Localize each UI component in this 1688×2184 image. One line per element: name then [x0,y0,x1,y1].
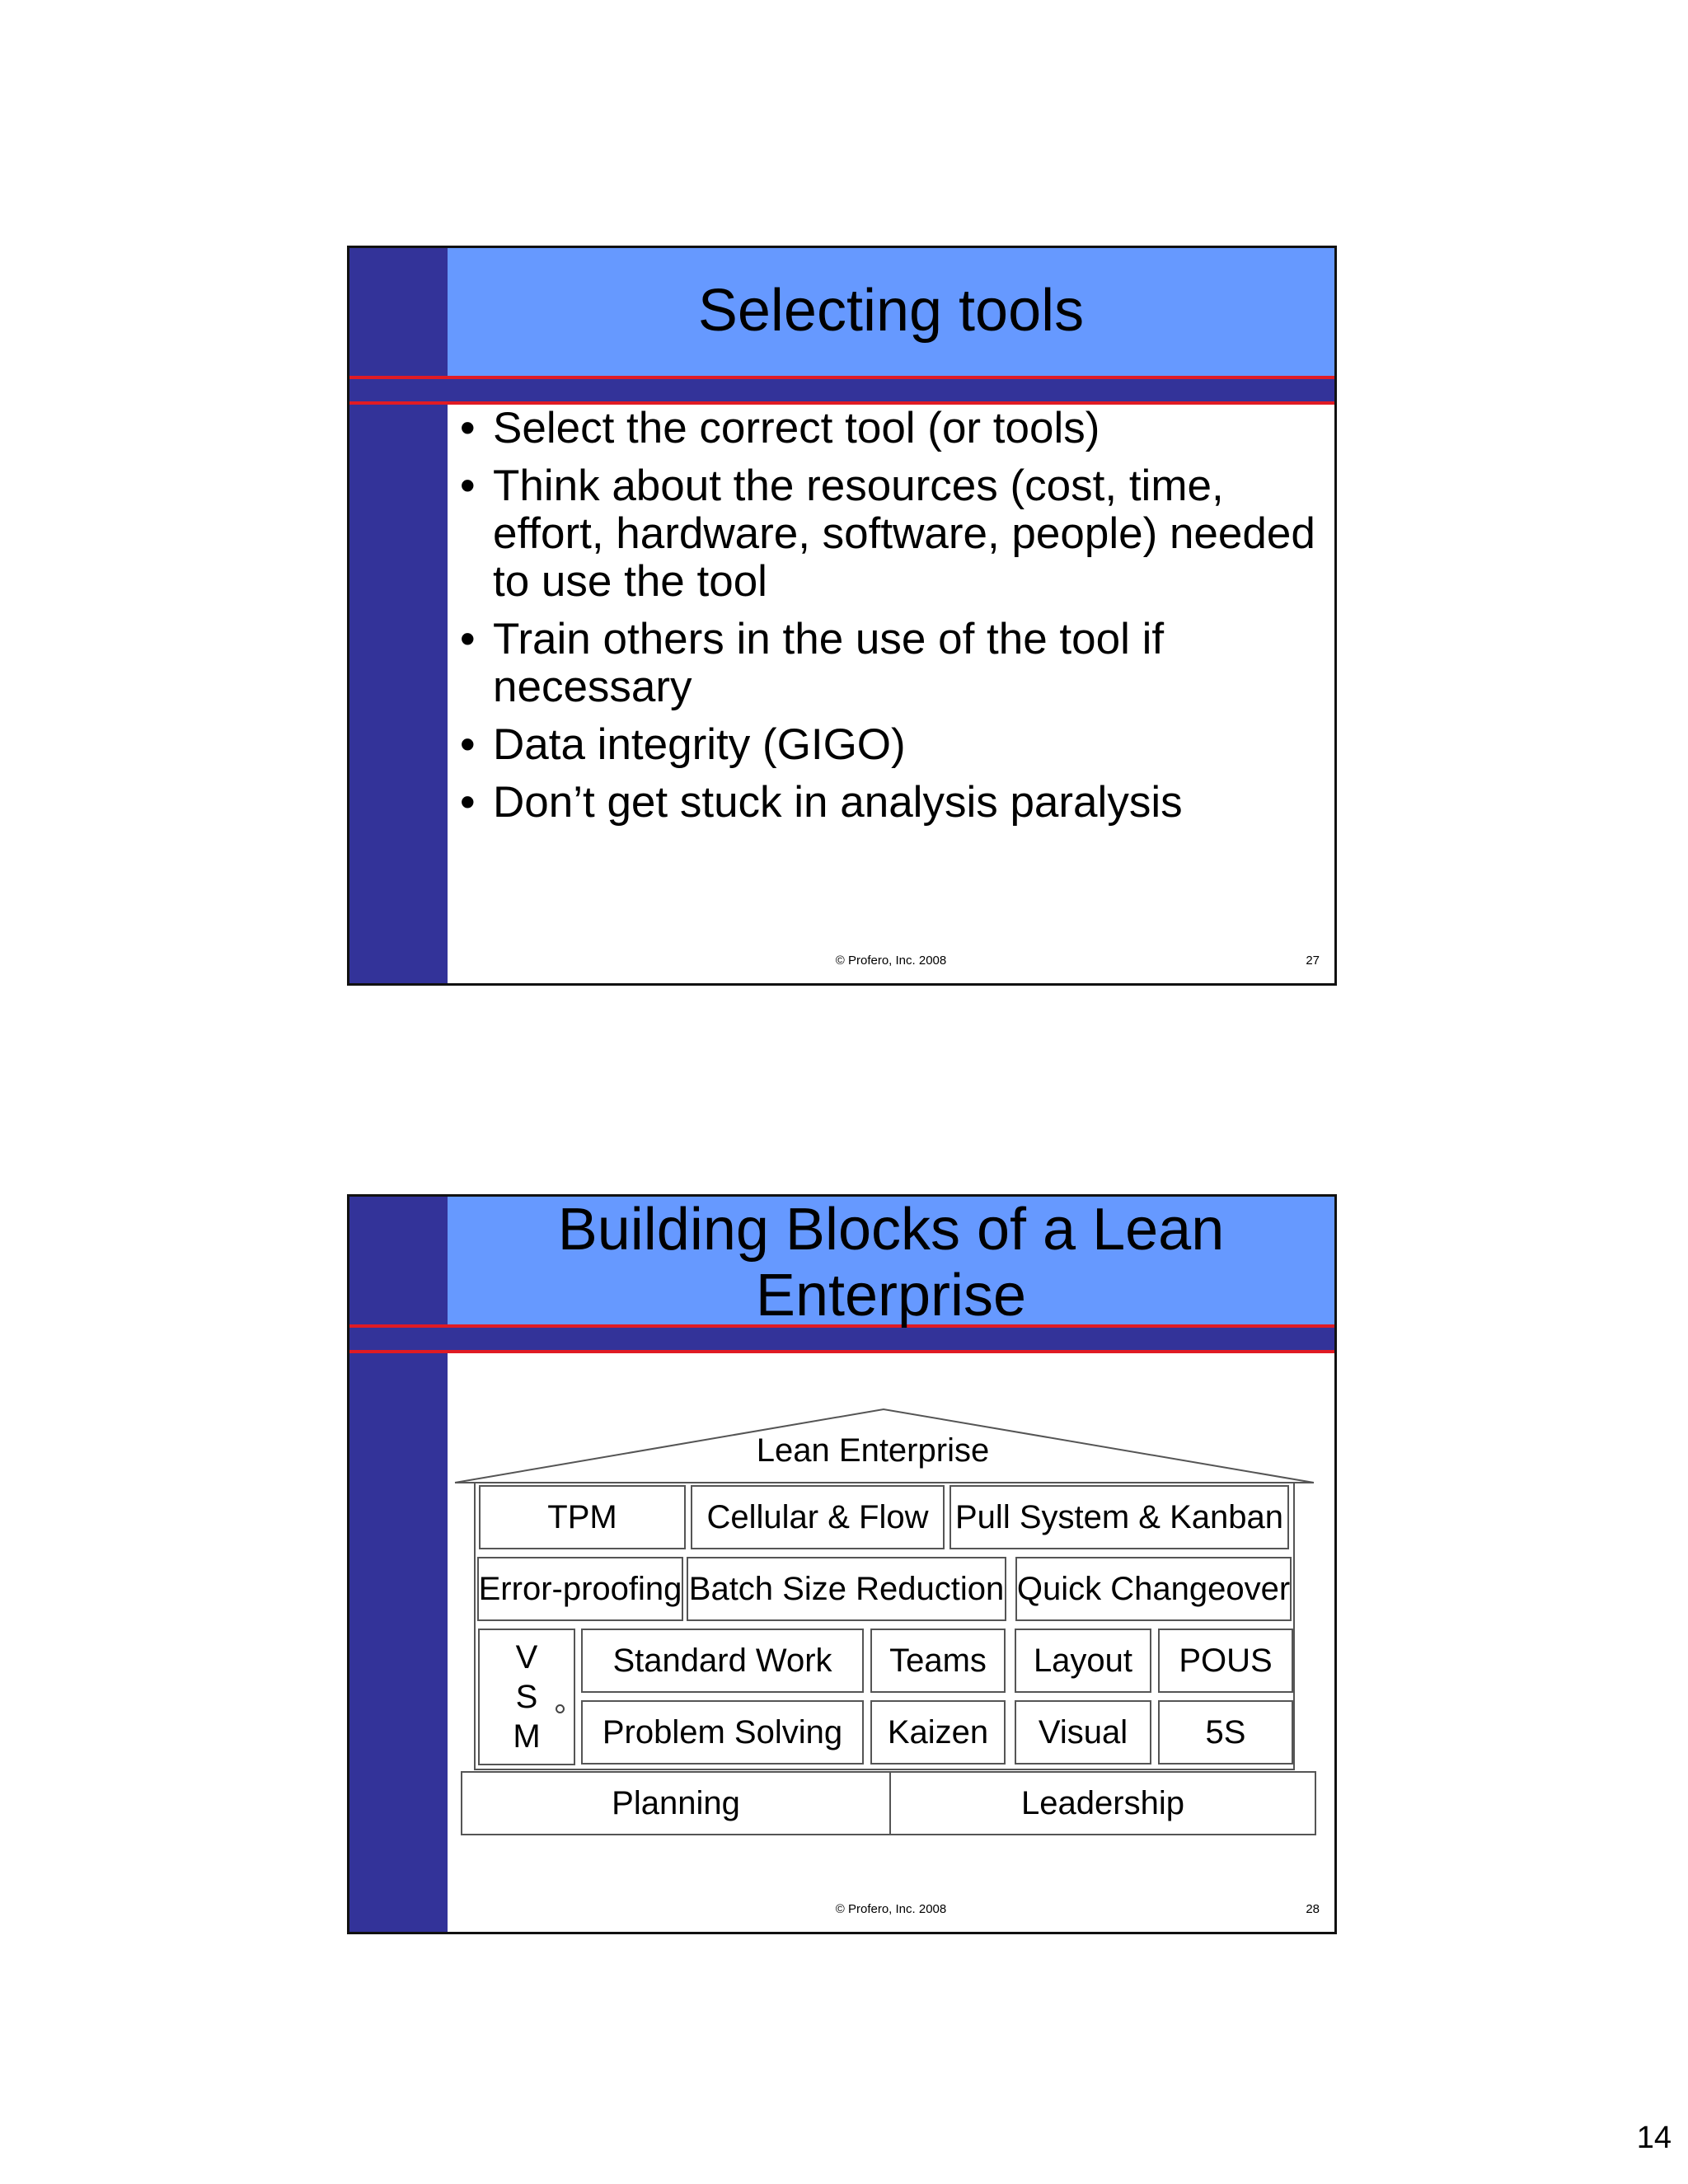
bullet-item: • Data integrity (GIGO) [460,720,906,769]
page-number: 14 [1636,2121,1672,2155]
bullet-item: • Select the correct tool (or tools) [460,404,1100,452]
block-pous: POUS [1158,1629,1293,1693]
slide-title: Building Blocks of a Lean Enterprise [557,1197,1225,1329]
bullet-circle-icon [556,1704,565,1713]
block-standard-work: Standard Work [581,1629,864,1693]
block-pull-system-kanban: Pull System & Kanban [950,1485,1289,1549]
slide-footer [448,954,1334,970]
foundation-planning: Planning [461,1771,891,1835]
title-divider-band [349,376,1334,405]
bullet-item: • Don’t get stuck in analysis paralysis [460,778,1183,827]
block-error-proofing: Error-proofing [477,1557,683,1621]
block-batch-size-reduction: Batch Size Reduction [687,1557,1006,1621]
lean-enterprise-house-diagram [349,1197,1337,1934]
copyright-text: © Profero, Inc. 2008 [835,954,947,968]
block-5s: 5S [1158,1700,1293,1765]
block-quick-changeover: Quick Changeover [1015,1557,1292,1621]
block-visual: Visual [1015,1700,1151,1765]
slide-title: Selecting tools [697,278,1085,344]
slide-footer [448,1902,1334,1919]
block-kaizen: Kaizen [870,1700,1006,1765]
foundation-leadership: Leadership [889,1771,1316,1835]
slide-sidebar [349,248,448,983]
bullet-item: • Think about the resources (cost, time, effort, hardware, software, people) needed to use the tool [460,462,1315,606]
roof-label: Lean Enterprise [756,1432,990,1469]
block-cellular-flow: Cellular & Flow [691,1485,945,1549]
bullet-list [453,405,1326,827]
slide-number: 28 [1306,1902,1320,1916]
block-tpm: TPM [479,1485,686,1549]
block-problem-solving: Problem Solving [581,1700,864,1765]
block-vsm: V S M [478,1629,575,1765]
bullet-item: • Train others in the use of the tool if necessary [460,615,1165,711]
block-teams: Teams [870,1629,1006,1693]
copyright-text: © Profero, Inc. 2008 [835,1902,947,1916]
slide-selecting-tools [347,246,1337,986]
slide-number: 27 [1306,954,1320,968]
block-layout: Layout [1015,1629,1151,1693]
slide-building-blocks [347,1194,1337,1934]
